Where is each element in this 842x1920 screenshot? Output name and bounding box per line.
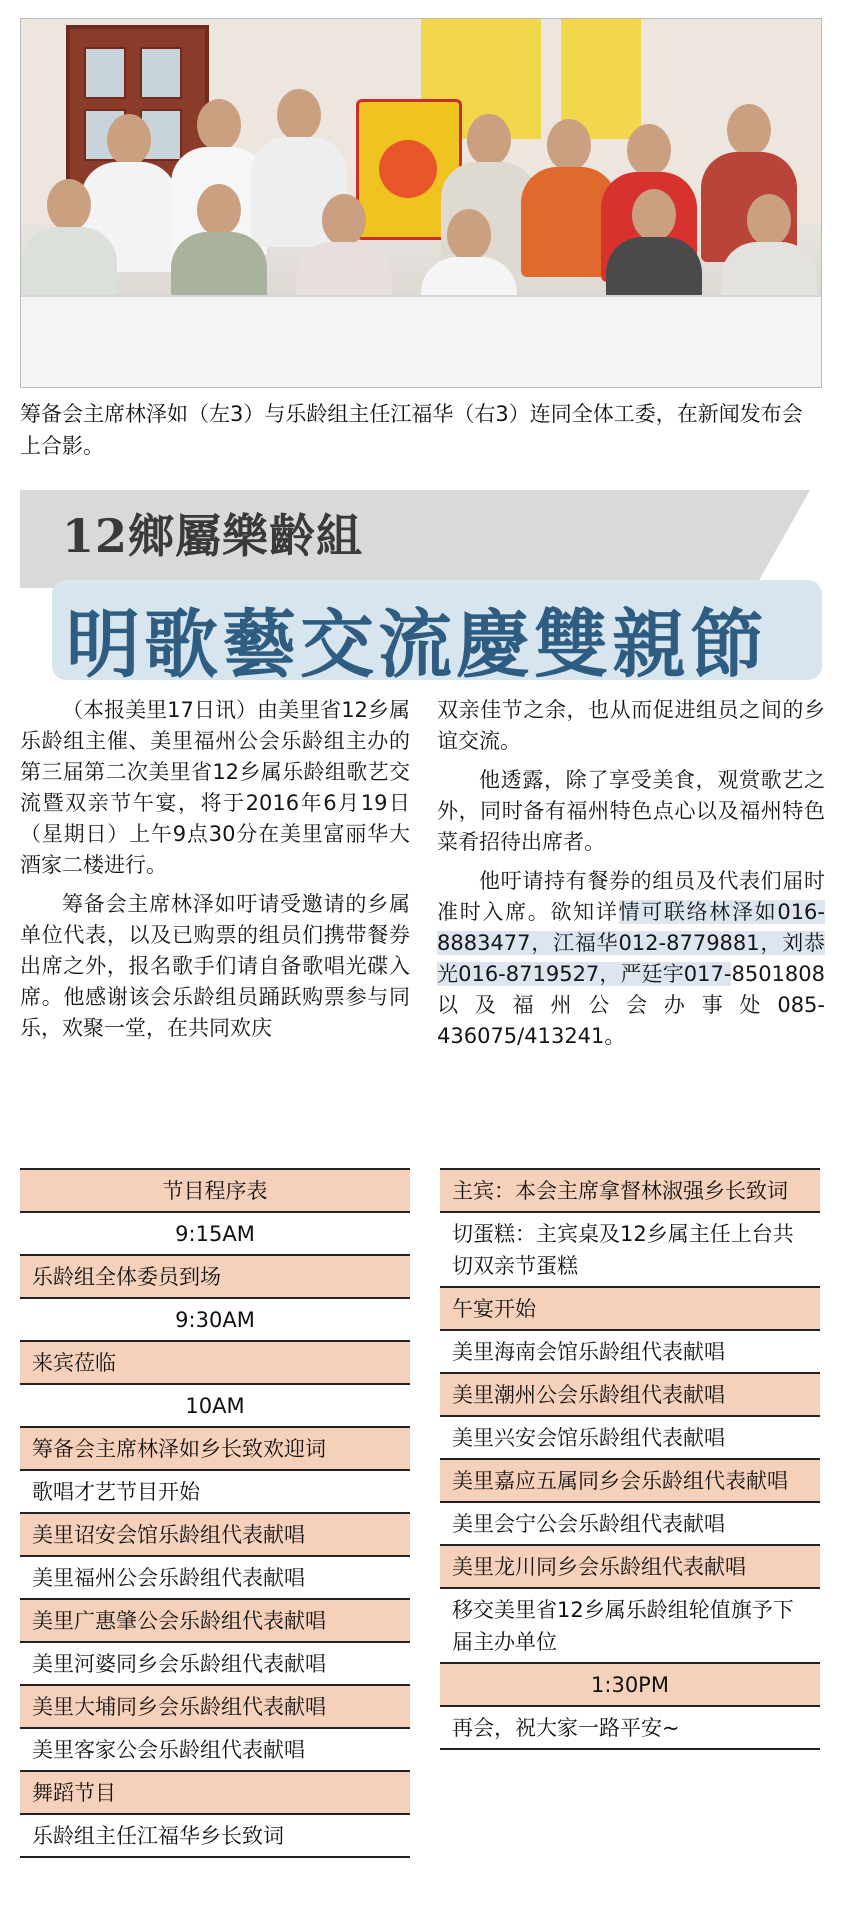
- schedule-row: 10AM: [20, 1385, 410, 1428]
- schedule-row: 美里客家公会乐龄组代表献唱: [20, 1729, 410, 1772]
- schedule-row: 再会，祝大家一路平安~: [440, 1707, 820, 1750]
- schedule-row: 主宾：本会主席拿督林淑强乡长致词: [440, 1168, 820, 1213]
- article-right-column: [437, 695, 825, 1060]
- article-left-column: [20, 695, 410, 1052]
- schedule-row: 歌唱才艺节目开始: [20, 1471, 410, 1514]
- schedule-row: 美里诏安会馆乐龄组代表献唱: [20, 1514, 410, 1557]
- schedule-row: 1:30PM: [440, 1664, 820, 1707]
- schedule-row: 美里大埔同乡会乐龄组代表献唱: [20, 1686, 410, 1729]
- schedule-row: 节目程序表: [20, 1168, 410, 1213]
- schedule-row: 筹备会主席林泽如乡长致欢迎词: [20, 1428, 410, 1471]
- schedule-row: 美里会宁公会乐龄组代表献唱: [440, 1503, 820, 1546]
- schedule-row: 美里广惠肇公会乐龄组代表献唱: [20, 1600, 410, 1643]
- schedule-row: 舞蹈节目: [20, 1772, 410, 1815]
- schedule-table-left: [20, 1168, 410, 1858]
- headline-line2: 明歌藝交流慶雙親節: [66, 602, 768, 688]
- schedule-row: 来宾莅临: [20, 1342, 410, 1385]
- schedule-row: 美里海南会馆乐龄组代表献唱: [440, 1331, 820, 1374]
- schedule-row: 美里福州公会乐龄组代表献唱: [20, 1557, 410, 1600]
- schedule-row: 乐龄组主任江福华乡长致词: [20, 1815, 410, 1858]
- schedule-row: 午宴开始: [440, 1288, 820, 1331]
- contact-text-end: 8501808以及福州公会办事处085-436075/413241。: [437, 962, 825, 1048]
- schedule-row: 9:15AM: [20, 1213, 410, 1256]
- article-paragraph-contact: [437, 866, 825, 1052]
- schedule-table-right: [440, 1168, 820, 1750]
- schedule-row: 美里龙川同乡会乐龄组代表献唱: [440, 1546, 820, 1589]
- schedule-row: 切蛋糕：主宾桌及12乡属主任上台共切双亲节蛋糕: [440, 1213, 820, 1288]
- schedule-row: 美里兴安会馆乐龄组代表献唱: [440, 1417, 820, 1460]
- article-paragraph: 筹备会主席林泽如吁请受邀请的乡属单位代表，以及已购票的组员们携带餐券出席之外，报名歌手们请自备歌唱光碟入席。他感谢该会乐龄组员踊跃购票参与同乐，欢聚一堂，在共同欢庆: [20, 892, 410, 1040]
- group-photo: [20, 18, 822, 388]
- schedule-row: 美里嘉应五属同乡会乐龄组代表献唱: [440, 1460, 820, 1503]
- schedule-row: 移交美里省12乡属乐龄组轮值旗予下届主办单位: [440, 1589, 820, 1664]
- article-paragraph: （本报美里17日讯）由美里省12乡属乐龄组主催、美里福州公会乐龄组主办的第三届第二次美里省12乡属乐龄组歌艺交流暨双亲节午宴，将于2016年6月19日（星期日）上午9点30分在美里富丽华大酒家二楼进行。: [20, 698, 410, 877]
- article-paragraph: 双亲佳节之余，也从而促进组员之间的乡谊交流。: [437, 698, 825, 753]
- contact-text: 他吁请持有餐券的组员及代表们届时准时入席。欲知详: [437, 869, 825, 924]
- headline-line1: 12鄉屬樂齡組: [62, 509, 364, 563]
- schedule-row: 美里潮州公会乐龄组代表献唱: [440, 1374, 820, 1417]
- contact-highlight: 情可联络林泽如016-8883477，江福华012-8779881，刘恭光016-8719527，严廷宇017-: [437, 900, 825, 986]
- schedule-row: 9:30AM: [20, 1299, 410, 1342]
- article-paragraph: 他透露，除了享受美食，观赏歌艺之外，同时备有福州特色点心以及福州特色菜肴招待出席者。: [437, 768, 825, 854]
- headline-line2-box: [52, 580, 822, 688]
- schedule-row: 乐龄组全体委员到场: [20, 1256, 410, 1299]
- schedule-row: 美里河婆同乡会乐龄组代表献唱: [20, 1643, 410, 1686]
- photo-caption: 筹备会主席林泽如（左3）与乐龄组主任江福华（右3）连同全体工委，在新闻发布会上合影。: [20, 402, 803, 458]
